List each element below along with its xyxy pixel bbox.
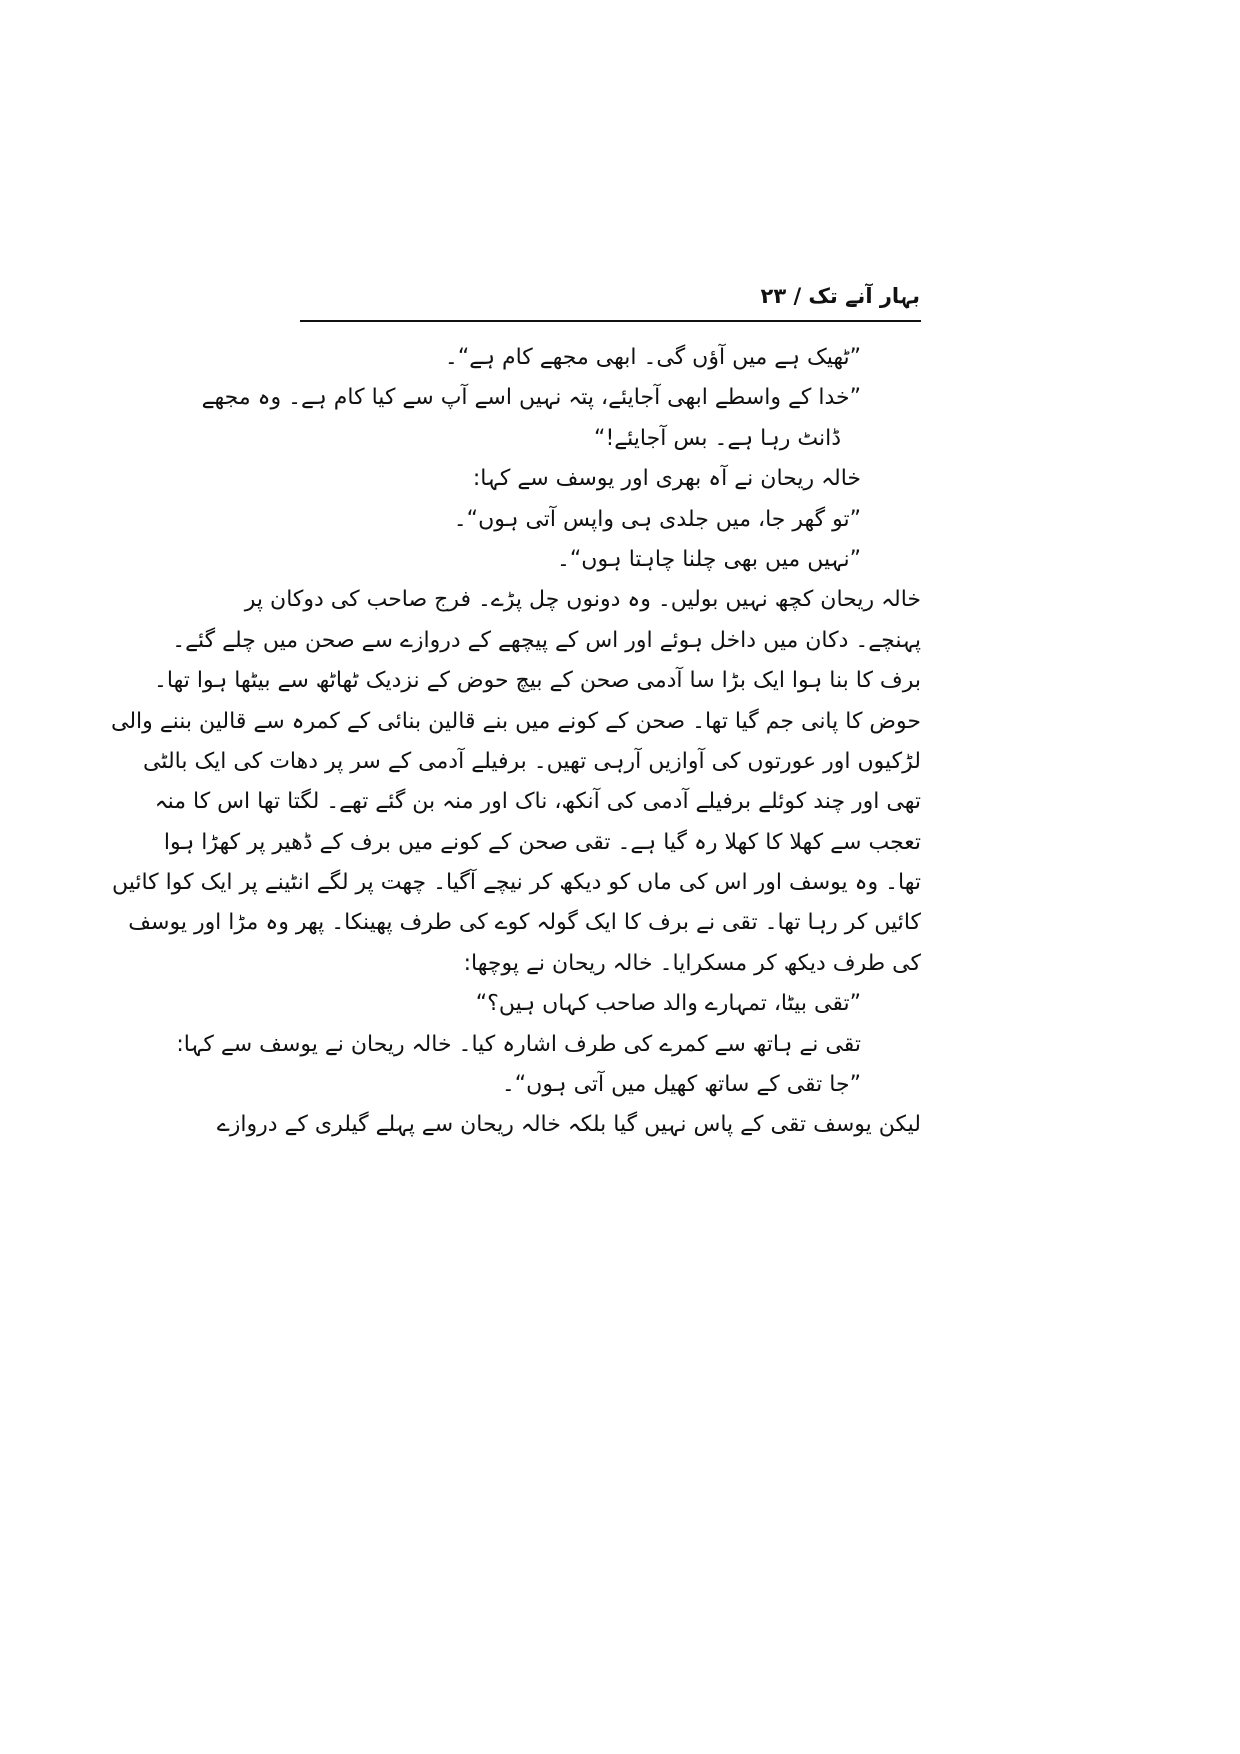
text-line: لیکن یوسف تقی کے پاس نہیں گیا بلکہ خالہ ریحان سے پہلے گیلری کے دروازے <box>216 1112 921 1138</box>
text-line: خالہ ریحان کچھ نہیں بولیں۔ وہ دونوں چل پڑے۔ فرج صاحب کی دوکان پر <box>244 587 921 613</box>
text-line: ”تقی بیٹا، تمہارے والد صاحب کہاں ہیں؟“ <box>475 991 861 1017</box>
text-line: ”ٹھیک ہے میں آؤں گی۔ ابھی مجھے کام ہے“۔ <box>444 345 861 370</box>
text-line: پہنچے۔ دکان میں داخل ہوئے اور اس کے پیچھے کے دروازے سے صحن میں چلے گئے۔ <box>172 627 921 653</box>
text-line: حوض کا پانی جم گیا تھا۔ صحن کے کونے میں بنے قالین بنائی کے کمرہ سے قالین بننے والی <box>110 708 921 734</box>
text-line: خالہ ریحان نے آہ بھری اور یوسف سے کہا: <box>472 466 861 492</box>
text-line: لڑکیوں اور عورتوں کی آوازیں آرہی تھیں۔ برفیلے آدمی کے سر پر دھات کی ایک بالٹی <box>142 748 921 774</box>
text-line: تقی نے ہاتھ سے کمرے کی طرف اشارہ کیا۔ خالہ ریحان نے یوسف سے کہا: <box>176 1031 861 1057</box>
text-line: کی طرف دیکھ کر مسکرایا۔ خالہ ریحان نے پوچھا: <box>463 950 921 976</box>
text-line: ڈانٹ رہا ہے۔ بس آجایئے!“ <box>594 425 841 451</box>
header-rule <box>300 320 921 322</box>
running-head: بہار آنے تک / ۲۳ <box>760 284 920 308</box>
text-line: تعجب سے کھلا کا کھلا رہ گیا ہے۔ تقی صحن کے کونے میں برف کے ڈھیر پر کھڑا ہوا <box>163 829 921 855</box>
text-line: برف کا بنا ہوا ایک بڑا سا آدمی صحن کے بیچ حوض کے نزدیک ٹھاٹھ سے بیٹھا ہوا تھا۔ <box>154 668 921 694</box>
text-line: ”جا تقی کے ساتھ کھیل میں آتی ہوں“۔ <box>501 1072 861 1098</box>
text-line: ”نہیں میں بھی چلنا چاہتا ہوں“۔ <box>557 546 861 572</box>
text-line: ”خدا کے واسطے ابھی آجایئے، پتہ نہیں اسے آپ سے کیا کام ہے۔ وہ مجھے <box>201 385 861 411</box>
text-line: تھی اور چند کوئلے برفیلے آدمی کی آنکھ، ناک اور منہ بن گئے تھے۔ لگتا تھا اس کا منہ <box>154 789 921 815</box>
text-line: تھا۔ وہ یوسف اور اس کی ماں کو دیکھ کر نیچے آگیا۔ چھت پر لگے انٹینے پر ایک کوا کائیں <box>111 870 921 896</box>
text-line: کائیں کر رہا تھا۔ تقی نے برف کا ایک گولہ کوے کی طرف پھینکا۔ پھر وہ مڑا اور یوسف <box>128 910 921 936</box>
text-line: ”تو گھر جا، میں جلدی ہی واپس آتی ہوں“۔ <box>453 506 861 532</box>
body-text <box>110 338 921 1146</box>
